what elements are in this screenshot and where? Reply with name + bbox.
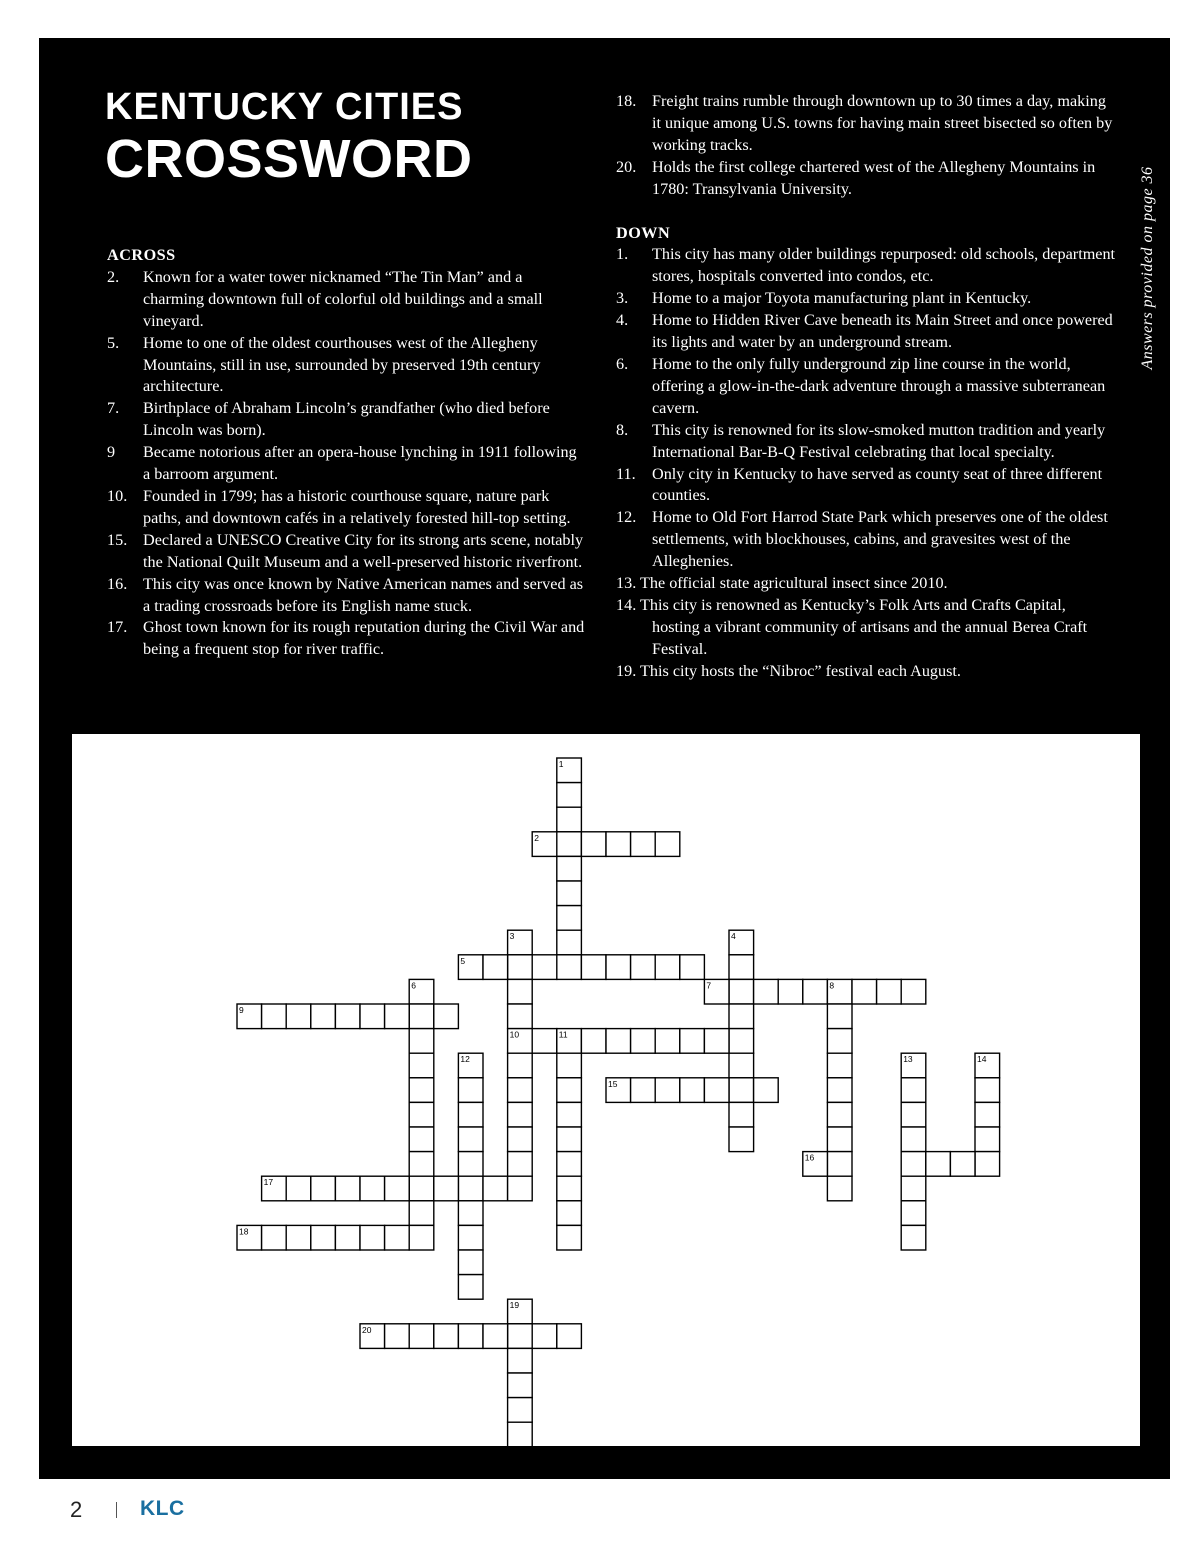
grid-cell[interactable] — [729, 979, 754, 1004]
grid-cell[interactable] — [557, 1324, 582, 1349]
clue-item — [616, 573, 1116, 595]
grid-cell[interactable] — [458, 1102, 483, 1127]
grid-cell[interactable] — [508, 1324, 533, 1349]
grid-cell-number: 7 — [706, 980, 712, 991]
clue-item — [616, 595, 1116, 661]
clue-text: Holds the first college chartered west of the Allegheny Mountains in 1780: Transylvania University. — [652, 157, 1096, 198]
clue-text: This city was once known by Native American names and served as a trading crossroads before its English name stuck. — [143, 574, 584, 615]
grid-cell[interactable] — [458, 1152, 483, 1177]
grid-cell[interactable] — [483, 1176, 508, 1201]
clue-text: Home to Old Fort Harrod State Park which preserves one of the oldest settlements, with blockhouses, cabins, and gravesites west of the Alleghenies. — [652, 508, 1108, 571]
clue-number: 2. — [107, 267, 120, 286]
grid-cell-number: 14 — [977, 1054, 987, 1065]
grid-cell[interactable] — [335, 1004, 360, 1029]
clue-number: 11. — [616, 464, 636, 483]
grid-cell[interactable] — [729, 1004, 754, 1029]
grid-cell[interactable] — [975, 1078, 1000, 1103]
grid-cell[interactable] — [557, 1102, 582, 1127]
clue-text: 19. This city hosts the “Nibroc” festival each August. — [616, 661, 961, 680]
grid-cell[interactable] — [729, 1127, 754, 1152]
across-heading: ACROSS — [107, 246, 176, 264]
grid-cell[interactable] — [852, 979, 877, 1004]
grid-cell[interactable] — [827, 1152, 852, 1177]
klc-logo: KLC — [140, 1497, 185, 1520]
grid-cell[interactable] — [729, 1078, 754, 1103]
grid-cell[interactable] — [606, 832, 631, 857]
grid-cell[interactable] — [458, 1127, 483, 1152]
grid-cell[interactable] — [557, 856, 582, 881]
grid-cell[interactable] — [458, 1201, 483, 1226]
grid-cell[interactable] — [827, 1176, 852, 1201]
clue-number: 1. — [616, 245, 629, 264]
grid-cell[interactable] — [508, 979, 533, 1004]
grid-cell-number: 8 — [829, 980, 835, 991]
grid-cell[interactable] — [483, 1324, 508, 1349]
grid-cell[interactable] — [827, 1053, 852, 1078]
grid-cell[interactable] — [950, 1152, 975, 1177]
grid-cell[interactable] — [704, 1029, 729, 1054]
grid-cell[interactable] — [901, 1176, 926, 1201]
grid-cell[interactable] — [557, 930, 582, 955]
grid-cell[interactable] — [262, 1225, 287, 1250]
grid-cell-number: 20 — [362, 1324, 372, 1335]
grid-cell[interactable] — [901, 979, 926, 1004]
grid-cell[interactable] — [409, 1324, 434, 1349]
grid-cell[interactable] — [532, 955, 557, 980]
grid-cell[interactable] — [754, 1078, 779, 1103]
clue-number: 7. — [107, 399, 120, 418]
clue-text: Ghost town known for its rough reputation during the Civil War and being a frequent stop for river traffic. — [143, 618, 585, 659]
grid-cell[interactable] — [729, 955, 754, 980]
clue-text: Birthplace of Abraham Lincoln’s grandfather (who died before Lincoln was born). — [143, 399, 550, 440]
grid-cell[interactable] — [901, 1127, 926, 1152]
clue-item — [616, 354, 1116, 420]
grid-cell-number: 1 — [558, 759, 564, 769]
grid-cell[interactable] — [409, 1127, 434, 1152]
grid-cell[interactable] — [680, 1029, 705, 1054]
grid-cell[interactable] — [458, 1225, 483, 1250]
grid-cell[interactable] — [483, 955, 508, 980]
clue-item — [107, 442, 587, 486]
grid-cell[interactable] — [434, 1176, 459, 1201]
clue-number: 4. — [616, 311, 629, 330]
answers-note: Answers provided on page 36 — [1139, 166, 1156, 370]
clue-item — [107, 398, 587, 442]
grid-cell[interactable] — [803, 979, 828, 1004]
clue-text: Only city in Kentucky to have served as county seat of three different counties. — [652, 464, 1103, 505]
grid-cell[interactable] — [729, 1029, 754, 1054]
grid-cell-number: 16 — [804, 1152, 815, 1163]
grid-cell[interactable] — [729, 1102, 754, 1127]
grid-cell-number: 2 — [534, 832, 539, 843]
title-line-2: CROSSWORD — [105, 129, 473, 189]
clue-number: 8. — [616, 420, 629, 439]
clue-text: Home to one of the oldest courthouses west of the Allegheny Mountains, still in use, surrounded by preserved 19th century architecture. — [143, 333, 541, 396]
grid-cell[interactable] — [827, 1029, 852, 1054]
grid-cell[interactable] — [508, 1102, 533, 1127]
clue-item — [107, 333, 587, 399]
page-number: 2 — [70, 1497, 83, 1522]
grid-cell[interactable] — [557, 783, 582, 808]
grid-cell[interactable] — [286, 1225, 311, 1250]
clue-text: This city is renowned for its slow-smoked mutton tradition and yearly International Bar-B-Q Festival celebrating that local specialty. — [652, 420, 1106, 461]
down-heading: DOWN — [616, 223, 671, 242]
grid-cell[interactable] — [581, 832, 606, 857]
clue-item — [107, 267, 587, 333]
grid-cell[interactable] — [508, 955, 533, 980]
grid-cell-number: 9 — [239, 1005, 244, 1015]
grid-cell[interactable] — [335, 1225, 360, 1250]
clue-number: 17. — [107, 618, 128, 637]
grid-cell[interactable] — [655, 1078, 680, 1103]
grid-cell[interactable] — [606, 955, 631, 980]
grid-cell[interactable] — [901, 1102, 926, 1127]
grid-cell[interactable] — [655, 955, 680, 980]
grid-cell[interactable] — [409, 1053, 434, 1078]
clue-item — [616, 157, 1116, 201]
grid-cell[interactable] — [335, 1176, 360, 1201]
grid-cell[interactable] — [778, 979, 803, 1004]
clue-number: 18. — [616, 92, 637, 110]
grid-cell[interactable] — [508, 1152, 533, 1177]
clue-item — [107, 530, 587, 574]
grid-cell[interactable] — [508, 1398, 533, 1423]
clue-number: 12. — [616, 508, 637, 527]
clue-item — [616, 310, 1116, 354]
grid-cell-number: 19 — [509, 1300, 520, 1311]
grid-cell[interactable] — [877, 979, 902, 1004]
grid-cell[interactable] — [557, 1152, 582, 1177]
grid-cell[interactable] — [729, 1053, 754, 1078]
grid-cell[interactable] — [631, 832, 656, 857]
clue-item — [616, 244, 1116, 288]
grid-cell-number: 15 — [608, 1078, 618, 1089]
grid-cell[interactable] — [581, 955, 606, 980]
clue-item — [107, 617, 587, 661]
clue-item — [616, 420, 1116, 464]
grid-cell[interactable] — [360, 1004, 385, 1029]
grid-cell-number: 11 — [558, 1029, 568, 1040]
grid-cell[interactable] — [557, 955, 582, 980]
grid-cell[interactable] — [311, 1225, 336, 1250]
clue-number: 3. — [616, 289, 629, 308]
grid-cell[interactable] — [508, 1176, 533, 1201]
grid-cell[interactable] — [901, 1152, 926, 1177]
clue-text: Founded in 1799; has a historic courthouse square, nature park paths, and downtown cafés in a relatively forested hill-top setting. — [143, 486, 571, 527]
grid-cell[interactable] — [827, 1127, 852, 1152]
grid-cell-number: 13 — [903, 1054, 913, 1065]
clue-text: Home to a major Toyota manufacturing plant in Kentucky. — [652, 289, 1032, 308]
grid-cell[interactable] — [385, 1225, 410, 1250]
grid-cell[interactable] — [557, 906, 582, 931]
grid-cell[interactable] — [508, 1053, 533, 1078]
clue-text: Freight trains rumble through downtown up to 30 times a day, making it unique among U.S. towns for having main street bisected so often by working tracks. — [652, 92, 1113, 154]
grid-cell[interactable] — [631, 955, 656, 980]
clue-text: 13. The official state agricultural insect since 2010. — [616, 574, 948, 593]
second-column-clues — [616, 91, 1116, 683]
clue-item — [616, 661, 1116, 683]
clue-text: Known for a water tower nicknamed “The Tin Man” and a charming downtown full of colorful old buildings and a small vineyard. — [143, 267, 543, 330]
grid-cell[interactable] — [557, 1053, 582, 1078]
grid-cell[interactable] — [360, 1176, 385, 1201]
grid-cell[interactable] — [557, 807, 582, 832]
page-title — [105, 86, 473, 189]
grid-cell-number: 18 — [239, 1226, 249, 1237]
grid-cell[interactable] — [532, 1324, 557, 1349]
grid-cell[interactable] — [508, 1348, 533, 1373]
grid-cell[interactable] — [901, 1201, 926, 1226]
clue-item — [616, 288, 1116, 310]
grid-cell[interactable] — [975, 1102, 1000, 1127]
across-clues — [107, 245, 587, 661]
grid-cell[interactable] — [926, 1152, 951, 1177]
grid-cell[interactable] — [409, 1004, 434, 1029]
grid-cell[interactable] — [458, 1250, 483, 1275]
grid-cell[interactable] — [557, 1225, 582, 1250]
grid-cell[interactable] — [508, 1422, 533, 1446]
title-line-1: KENTUCKY CITIES — [105, 86, 464, 128]
clue-text: 14. This city is renowned as Kentucky’s Folk Arts and Crafts Capital, hosting a vibrant community of artisans and the annual Berea Craft Festival. — [616, 595, 1088, 658]
grid-cell[interactable] — [409, 1201, 434, 1226]
clue-text: This city has many older buildings repurposed: old schools, department stores, hospitals converted into condos, etc. — [652, 245, 1116, 286]
clue-number: 6. — [616, 354, 629, 373]
grid-cell[interactable] — [508, 1004, 533, 1029]
grid-cell[interactable] — [532, 1029, 557, 1054]
grid-cell-number: 3 — [509, 931, 515, 942]
grid-cell[interactable] — [557, 1201, 582, 1226]
clue-number: 20. — [616, 157, 637, 176]
grid-cell[interactable] — [409, 1176, 434, 1201]
grid-cell[interactable] — [901, 1078, 926, 1103]
grid-cell[interactable] — [409, 1152, 434, 1177]
grid-cell[interactable] — [311, 1176, 336, 1201]
grid-cell[interactable] — [458, 1324, 483, 1349]
grid-cell[interactable] — [458, 1275, 483, 1300]
grid-cell[interactable] — [680, 955, 705, 980]
crossword-grid[interactable] — [72, 734, 1140, 1446]
clue-item — [616, 91, 1116, 157]
grid-cell[interactable] — [508, 1373, 533, 1398]
clue-number: 9 — [107, 443, 116, 462]
grid-cell[interactable] — [385, 1176, 410, 1201]
grid-cell[interactable] — [754, 979, 779, 1004]
grid-cell[interactable] — [557, 1078, 582, 1103]
grid-cell[interactable] — [975, 1127, 1000, 1152]
grid-cell-number: 17 — [263, 1177, 274, 1188]
grid-cell[interactable] — [606, 1029, 631, 1054]
grid-cell[interactable] — [557, 1176, 582, 1201]
clue-number: 5. — [107, 333, 120, 352]
clue-number: 15. — [107, 530, 128, 549]
grid-cell-number: 6 — [411, 980, 416, 991]
grid-cell[interactable] — [508, 1127, 533, 1152]
clue-text: Became notorious after an opera-house lynching in 1911 following a barroom argument. — [143, 443, 577, 484]
grid-cell-number: 12 — [460, 1054, 470, 1065]
grid-cell[interactable] — [557, 881, 582, 906]
grid-cell-number: 10 — [509, 1029, 520, 1040]
clue-item — [616, 507, 1116, 573]
clue-item — [107, 574, 587, 618]
clue-number: 10. — [107, 486, 128, 505]
clue-item — [616, 464, 1116, 508]
across-clue-list-continued — [616, 91, 1116, 201]
clue-number: 16. — [107, 574, 128, 593]
grid-cell[interactable] — [827, 1004, 852, 1029]
grid-cell[interactable] — [409, 1078, 434, 1103]
grid-cell[interactable] — [827, 1078, 852, 1103]
grid-cell[interactable] — [901, 1225, 926, 1250]
grid-cell[interactable] — [458, 1078, 483, 1103]
grid-cell[interactable] — [434, 1004, 459, 1029]
grid-cell[interactable] — [827, 1102, 852, 1127]
grid-cell[interactable] — [581, 1029, 606, 1054]
grid-cell[interactable] — [409, 1102, 434, 1127]
grid-cell[interactable] — [631, 1078, 656, 1103]
grid-cell[interactable] — [704, 1078, 729, 1103]
grid-cell[interactable] — [655, 1029, 680, 1054]
grid-cell[interactable] — [385, 1004, 410, 1029]
grid-cell-number: 4 — [731, 931, 736, 942]
clue-text: Home to the only fully underground zip line course in the world, offering a glow-in-the-dark adventure through a massive subterranean cavern. — [652, 354, 1106, 417]
grid-cell[interactable] — [458, 1176, 483, 1201]
grid-cell[interactable] — [385, 1324, 410, 1349]
grid-cell[interactable] — [557, 1127, 582, 1152]
grid-cell[interactable] — [311, 1004, 336, 1029]
across-clue-list — [107, 267, 587, 661]
clue-item — [107, 486, 587, 530]
clue-text: Home to Hidden River Cave beneath its Main Street and once powered its lights and water by an underground stream. — [652, 311, 1113, 352]
grid-cell[interactable] — [360, 1225, 385, 1250]
grid-cell[interactable] — [409, 1029, 434, 1054]
clue-text: Declared a UNESCO Creative City for its strong arts scene, notably the National Quilt Museum and a well-preserved historic riverfront. — [143, 530, 584, 571]
grid-cell[interactable] — [286, 1004, 311, 1029]
grid-cell[interactable] — [286, 1176, 311, 1201]
grid-cell[interactable] — [409, 1225, 434, 1250]
grid-cell[interactable] — [631, 1029, 656, 1054]
grid-cell[interactable] — [557, 832, 582, 857]
grid-cell[interactable] — [655, 832, 680, 857]
grid-cell[interactable] — [262, 1004, 287, 1029]
grid-cell[interactable] — [434, 1324, 459, 1349]
grid-cell[interactable] — [508, 1078, 533, 1103]
grid-cell-number: 5 — [460, 955, 466, 966]
footer-divider — [116, 1502, 117, 1518]
grid-cell[interactable] — [680, 1078, 705, 1103]
down-clue-list — [616, 244, 1116, 682]
crossword-grid-area — [72, 734, 1140, 1446]
grid-cell[interactable] — [975, 1152, 1000, 1177]
